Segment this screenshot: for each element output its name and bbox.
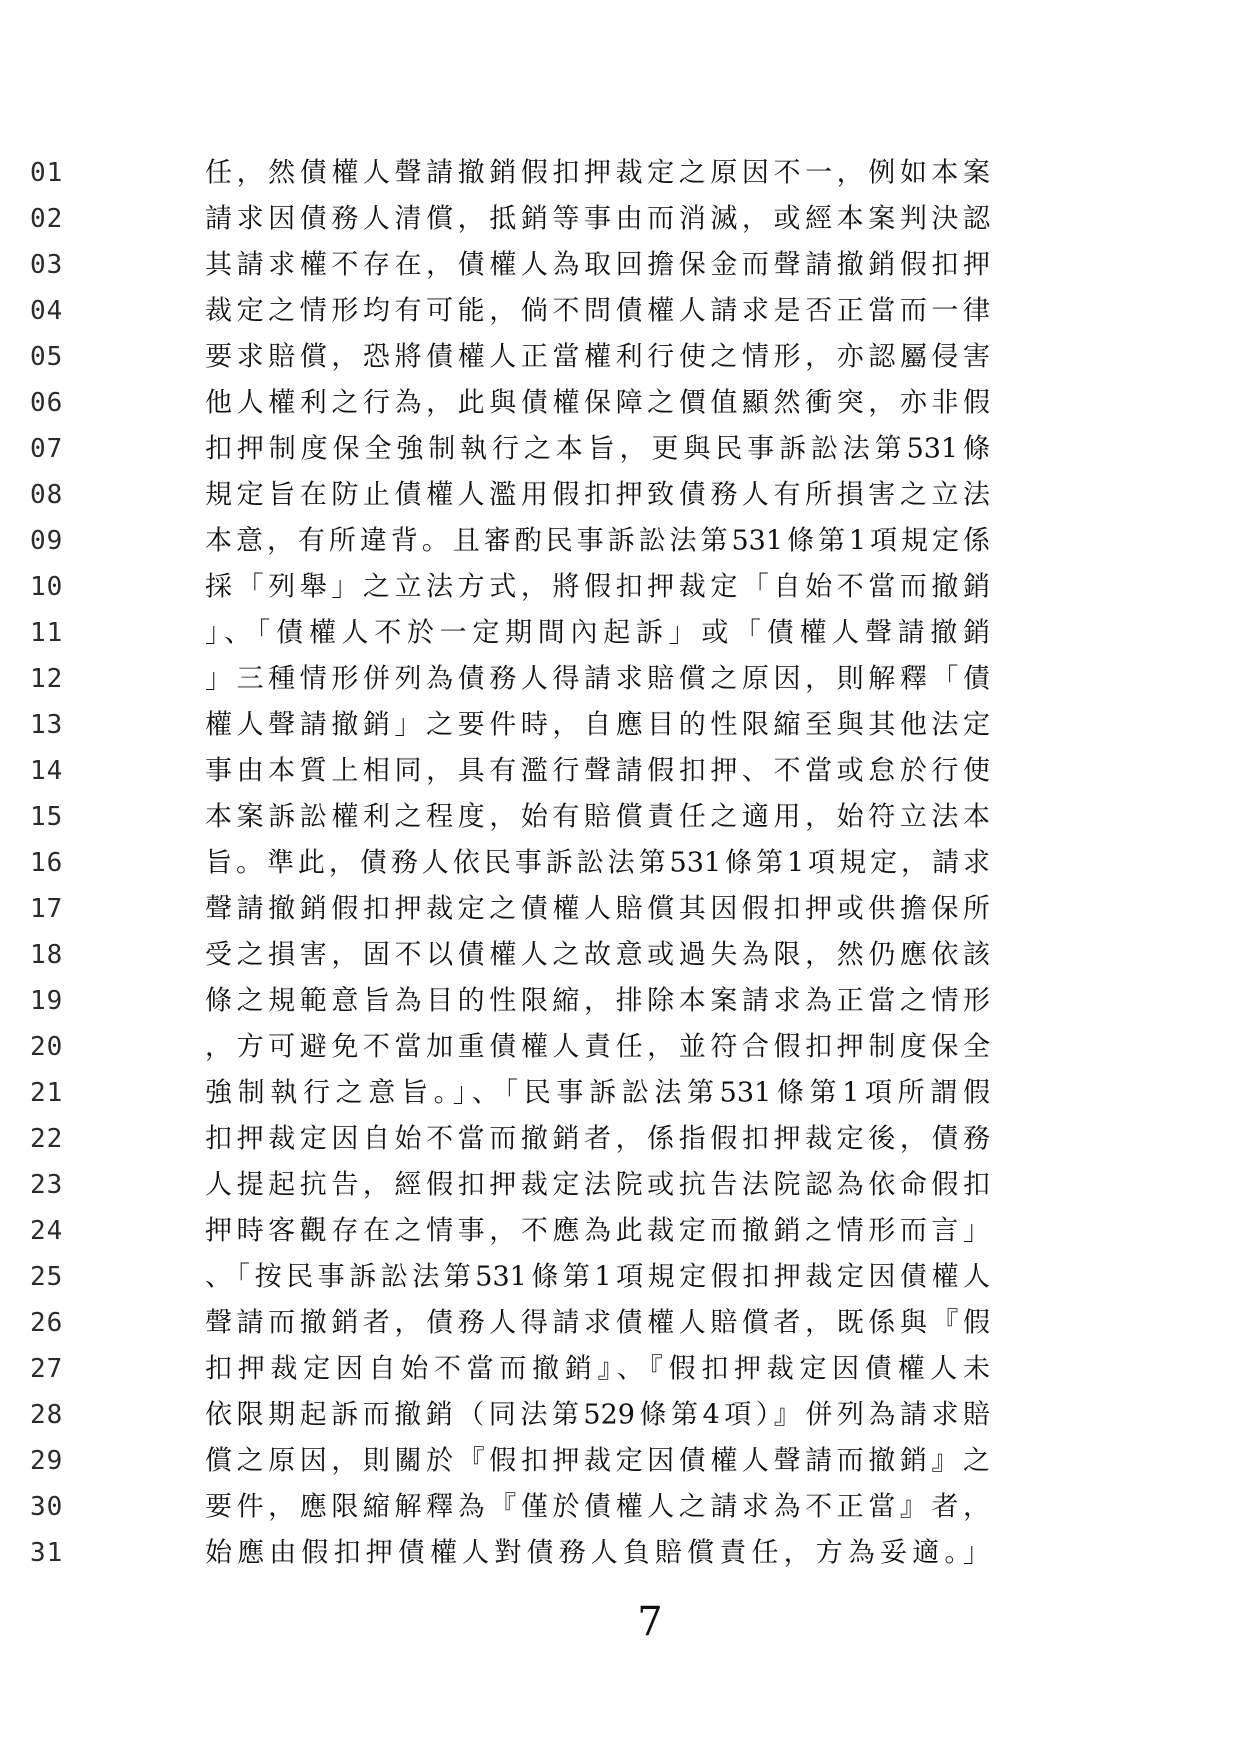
line-number: 23 bbox=[30, 1170, 64, 1200]
line-text: ，方可避免不當加重債權人責任，並符合假扣押制度保全 bbox=[205, 1031, 990, 1063]
line-text: 始應由假扣押債權人對債務人負賠償責任，方為妥適。」 bbox=[205, 1537, 990, 1569]
line-number: 15 bbox=[30, 802, 64, 832]
line-number: 28 bbox=[30, 1400, 64, 1430]
line-text: 依限期起訴而撤銷（同法第529條第4項）』併列為請求賠 bbox=[205, 1399, 990, 1431]
line-row bbox=[0, 564, 1240, 610]
line-text: 受之損害，固不以債權人之故意或過失為限，然仍應依該 bbox=[205, 939, 990, 971]
line-number: 25 bbox=[30, 1262, 64, 1292]
line-text: 」三種情形併列為債務人得請求賠償之原因，則解釋「債 bbox=[205, 663, 990, 695]
line-row bbox=[0, 1162, 1240, 1208]
line-row bbox=[0, 426, 1240, 472]
line-row bbox=[0, 1208, 1240, 1254]
line-number: 24 bbox=[30, 1216, 64, 1246]
line-row bbox=[0, 1070, 1240, 1116]
line-number: 22 bbox=[30, 1124, 64, 1154]
line-row bbox=[0, 1392, 1240, 1438]
line-text: 要件，應限縮解釋為『僅於債權人之請求為不正當』者， bbox=[205, 1491, 990, 1523]
line-row bbox=[0, 380, 1240, 426]
line-number: 01 bbox=[30, 158, 64, 188]
line-text: 聲請而撤銷者，債務人得請求債權人賠償者，既係與『假 bbox=[205, 1307, 990, 1339]
line-text: 請求因債務人清償，抵銷等事由而消滅，或經本案判決認 bbox=[205, 203, 990, 235]
line-row bbox=[0, 1484, 1240, 1530]
line-text: 本案訴訟權利之程度，始有賠償責任之適用，始符立法本 bbox=[205, 801, 990, 833]
line-row bbox=[0, 518, 1240, 564]
line-row bbox=[0, 1254, 1240, 1300]
line-row bbox=[0, 978, 1240, 1024]
line-number: 06 bbox=[30, 388, 64, 418]
line-number: 27 bbox=[30, 1354, 64, 1384]
line-row bbox=[0, 932, 1240, 978]
line-number: 26 bbox=[30, 1308, 64, 1338]
line-number: 30 bbox=[30, 1492, 64, 1522]
line-text: 裁定之情形均有可能，倘不問債權人請求是否正當而一律 bbox=[205, 295, 990, 327]
line-row bbox=[0, 1530, 1240, 1576]
line-row bbox=[0, 610, 1240, 656]
line-row bbox=[0, 288, 1240, 334]
line-number: 07 bbox=[30, 434, 64, 464]
line-text: 他人權利之行為，此與債權保障之價值顯然衝突，亦非假 bbox=[205, 387, 990, 419]
line-text: 其請求權不存在，債權人為取回擔保金而聲請撤銷假扣押 bbox=[205, 249, 990, 281]
line-number: 10 bbox=[30, 572, 64, 602]
line-text: 本意，有所違背。且審酌民事訴訟法第531條第1項規定係 bbox=[205, 525, 990, 557]
line-number: 04 bbox=[30, 296, 64, 326]
line-text: 人提起抗告，經假扣押裁定法院或抗告法院認為依命假扣 bbox=[205, 1169, 990, 1201]
line-row bbox=[0, 1438, 1240, 1484]
line-text: 押時客觀存在之情事，不應為此裁定而撤銷之情形而言」 bbox=[205, 1215, 990, 1247]
line-text: 條之規範意旨為目的性限縮，排除本案請求為正當之情形 bbox=[205, 985, 990, 1017]
line-number: 19 bbox=[30, 986, 64, 1016]
line-row bbox=[0, 748, 1240, 794]
line-row bbox=[0, 196, 1240, 242]
line-text: 、「按民事訴訟法第531條第1項規定假扣押裁定因債權人 bbox=[205, 1261, 990, 1293]
line-row bbox=[0, 656, 1240, 702]
line-text: 旨。準此，債務人依民事訴訟法第531條第1項規定，請求 bbox=[205, 847, 990, 879]
line-number: 03 bbox=[30, 250, 64, 280]
line-number: 18 bbox=[30, 940, 64, 970]
line-number: 31 bbox=[30, 1538, 64, 1568]
line-number: 13 bbox=[30, 710, 64, 740]
line-number: 16 bbox=[30, 848, 64, 878]
line-text: 採「列舉」之立法方式，將假扣押裁定「自始不當而撤銷 bbox=[205, 571, 990, 603]
line-row bbox=[0, 334, 1240, 380]
line-row bbox=[0, 794, 1240, 840]
line-number: 14 bbox=[30, 756, 64, 786]
line-text: 」、「債權人不於一定期間內起訴」或「債權人聲請撤銷 bbox=[205, 617, 990, 649]
line-number: 02 bbox=[30, 204, 64, 234]
line-text: 償之原因，則關於『假扣押裁定因債權人聲請而撤銷』之 bbox=[205, 1445, 990, 1477]
line-row bbox=[0, 242, 1240, 288]
line-text: 要求賠償，恐將債權人正當權利行使之情形，亦認屬侵害 bbox=[205, 341, 990, 373]
page-number: 7 bbox=[637, 1599, 663, 1645]
line-text: 事由本質上相同，具有濫行聲請假扣押、不當或怠於行使 bbox=[205, 755, 990, 787]
line-text: 規定旨在防止債權人濫用假扣押致債務人有所損害之立法 bbox=[205, 479, 990, 511]
line-number: 09 bbox=[30, 526, 64, 556]
line-number: 17 bbox=[30, 894, 64, 924]
line-row bbox=[0, 472, 1240, 518]
line-number: 12 bbox=[30, 664, 64, 694]
line-row bbox=[0, 886, 1240, 932]
line-row bbox=[0, 1024, 1240, 1070]
line-row bbox=[0, 1116, 1240, 1162]
line-row bbox=[0, 1346, 1240, 1392]
line-number: 20 bbox=[30, 1032, 64, 1062]
line-number: 21 bbox=[30, 1078, 64, 1108]
line-text: 權人聲請撤銷」之要件時，自應目的性限縮至與其他法定 bbox=[205, 709, 990, 741]
line-text: 扣押裁定因自始不當而撤銷』、『假扣押裁定因債權人未 bbox=[205, 1353, 990, 1385]
line-text: 任，然債權人聲請撤銷假扣押裁定之原因不一，例如本案 bbox=[205, 157, 990, 189]
line-row bbox=[0, 1300, 1240, 1346]
line-row bbox=[0, 840, 1240, 886]
line-text: 聲請撤銷假扣押裁定之債權人賠償其因假扣押或供擔保所 bbox=[205, 893, 990, 925]
line-number: 05 bbox=[30, 342, 64, 372]
line-row bbox=[0, 702, 1240, 748]
line-row bbox=[0, 150, 1240, 196]
body-text-block bbox=[0, 150, 1240, 1576]
line-number: 11 bbox=[30, 618, 64, 648]
line-text: 扣押裁定因自始不當而撤銷者，係指假扣押裁定後，債務 bbox=[205, 1123, 990, 1155]
line-number: 29 bbox=[30, 1446, 64, 1476]
line-number: 08 bbox=[30, 480, 64, 510]
line-text: 扣押制度保全強制執行之本旨，更與民事訴訟法第531條 bbox=[205, 433, 990, 465]
line-text: 強制執行之意旨。」、「民事訴訟法第531條第1項所謂假 bbox=[205, 1077, 990, 1109]
